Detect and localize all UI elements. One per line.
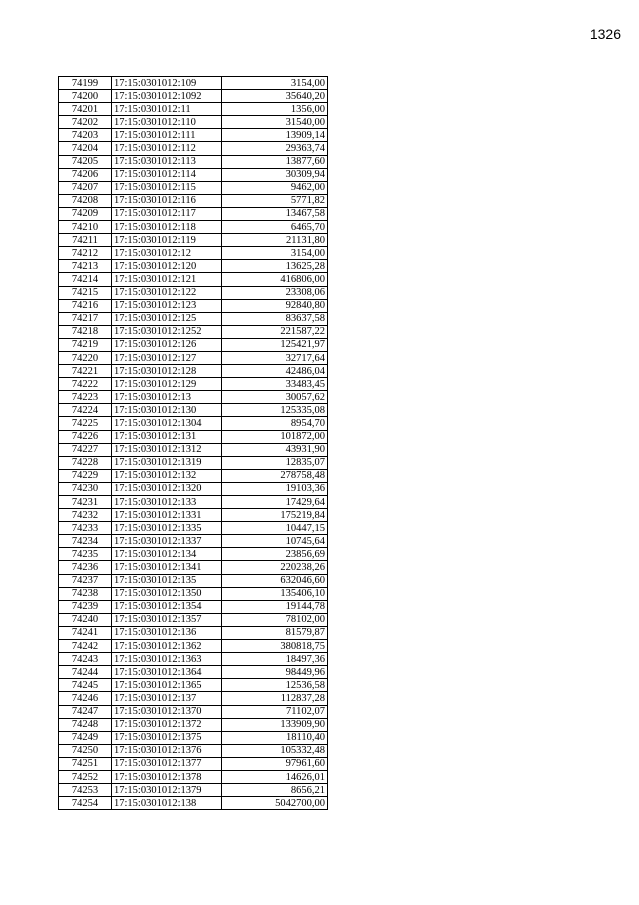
value-cell: 10745,64: [222, 535, 328, 548]
value-cell: 112837,28: [222, 692, 328, 705]
row-number-cell: 74246: [59, 692, 112, 705]
cadastral-number-cell: 17:15:0301012:1319: [112, 456, 222, 469]
table-row: [59, 207, 328, 220]
cadastral-number-cell: 17:15:0301012:121: [112, 273, 222, 286]
table-row: [59, 90, 328, 103]
value-cell: 8656,21: [222, 784, 328, 797]
table-body: [59, 77, 328, 810]
table-row: [59, 482, 328, 495]
cadastral-number-cell: 17:15:0301012:138: [112, 797, 222, 810]
cadastral-number-cell: 17:15:0301012:136: [112, 626, 222, 639]
cadastral-number-cell: 17:15:0301012:116: [112, 194, 222, 207]
value-cell: 35640,20: [222, 90, 328, 103]
value-cell: 31540,00: [222, 116, 328, 129]
table-row: [59, 338, 328, 351]
cadastral-number-cell: 17:15:0301012:129: [112, 378, 222, 391]
row-number-cell: 74217: [59, 312, 112, 325]
table-row: [59, 744, 328, 757]
value-cell: 8954,70: [222, 417, 328, 430]
table-row: [59, 417, 328, 430]
table-row: [59, 548, 328, 561]
table-row: [59, 129, 328, 142]
cadastral-number-cell: 17:15:0301012:1363: [112, 653, 222, 666]
cadastral-number-cell: 17:15:0301012:117: [112, 207, 222, 220]
table-row: [59, 286, 328, 299]
cadastral-number-cell: 17:15:0301012:118: [112, 221, 222, 234]
row-number-cell: 74228: [59, 456, 112, 469]
cadastral-number-cell: 17:15:0301012:1378: [112, 770, 222, 783]
cadastral-number-cell: 17:15:0301012:125: [112, 312, 222, 325]
cadastral-number-cell: 17:15:0301012:109: [112, 77, 222, 90]
table-row: [59, 653, 328, 666]
value-cell: 71102,07: [222, 705, 328, 718]
row-number-cell: 74229: [59, 469, 112, 482]
table-row: [59, 731, 328, 744]
cadastral-number-cell: 17:15:0301012:1331: [112, 509, 222, 522]
value-cell: 42486,04: [222, 365, 328, 378]
cadastral-number-cell: 17:15:0301012:120: [112, 260, 222, 273]
cadastral-number-cell: 17:15:0301012:137: [112, 692, 222, 705]
table-row: [59, 705, 328, 718]
cadastral-number-cell: 17:15:0301012:1092: [112, 90, 222, 103]
cadastral-number-cell: 17:15:0301012:1354: [112, 600, 222, 613]
cadastral-number-cell: 17:15:0301012:1372: [112, 718, 222, 731]
row-number-cell: 74234: [59, 535, 112, 548]
cadastral-number-cell: 17:15:0301012:123: [112, 299, 222, 312]
table-row: [59, 351, 328, 364]
value-cell: 12835,07: [222, 456, 328, 469]
table-row: [59, 77, 328, 90]
cadastral-number-cell: 17:15:0301012:1357: [112, 613, 222, 626]
table-row: [59, 626, 328, 639]
row-number-cell: 74219: [59, 338, 112, 351]
value-cell: 175219,84: [222, 509, 328, 522]
value-cell: 380818,75: [222, 640, 328, 653]
table-row: [59, 509, 328, 522]
table-row: [59, 718, 328, 731]
row-number-cell: 74200: [59, 90, 112, 103]
cadastral-number-cell: 17:15:0301012:1337: [112, 535, 222, 548]
row-number-cell: 74214: [59, 273, 112, 286]
table-row: [59, 522, 328, 535]
value-cell: 5042700,00: [222, 797, 328, 810]
table-row: [59, 797, 328, 810]
row-number-cell: 74201: [59, 103, 112, 116]
row-number-cell: 74199: [59, 77, 112, 90]
table-row: [59, 535, 328, 548]
row-number-cell: 74222: [59, 378, 112, 391]
table-row: [59, 600, 328, 613]
cadastral-number-cell: 17:15:0301012:1376: [112, 744, 222, 757]
table-row: [59, 613, 328, 626]
cadastral-number-cell: 17:15:0301012:130: [112, 404, 222, 417]
table-row: [59, 443, 328, 456]
row-number-cell: 74250: [59, 744, 112, 757]
table-row: [59, 666, 328, 679]
value-cell: 135406,10: [222, 587, 328, 600]
value-cell: 98449,96: [222, 666, 328, 679]
table-row: [59, 784, 328, 797]
cadastral-number-cell: 17:15:0301012:13: [112, 391, 222, 404]
page-number: 1326: [589, 26, 621, 42]
cadastral-number-cell: 17:15:0301012:132: [112, 469, 222, 482]
row-number-cell: 74232: [59, 509, 112, 522]
row-number-cell: 74205: [59, 155, 112, 168]
row-number-cell: 74224: [59, 404, 112, 417]
value-cell: 97961,60: [222, 757, 328, 770]
value-cell: 9462,00: [222, 181, 328, 194]
value-cell: 125421,97: [222, 338, 328, 351]
row-number-cell: 74212: [59, 247, 112, 260]
cadastral-number-cell: 17:15:0301012:110: [112, 116, 222, 129]
table-row: [59, 692, 328, 705]
table-row: [59, 496, 328, 509]
value-cell: 17429,64: [222, 496, 328, 509]
value-cell: 10447,15: [222, 522, 328, 535]
row-number-cell: 74233: [59, 522, 112, 535]
table-row: [59, 116, 328, 129]
row-number-cell: 74221: [59, 365, 112, 378]
table-row: [59, 168, 328, 181]
cadastral-number-cell: 17:15:0301012:122: [112, 286, 222, 299]
table-row: [59, 430, 328, 443]
cadastral-value-table: [58, 76, 328, 810]
table-row: [59, 561, 328, 574]
table-row: [59, 221, 328, 234]
row-number-cell: 74249: [59, 731, 112, 744]
value-cell: 78102,00: [222, 613, 328, 626]
row-number-cell: 74251: [59, 757, 112, 770]
value-cell: 83637,58: [222, 312, 328, 325]
row-number-cell: 74204: [59, 142, 112, 155]
row-number-cell: 74225: [59, 417, 112, 430]
row-number-cell: 74253: [59, 784, 112, 797]
cadastral-number-cell: 17:15:0301012:128: [112, 365, 222, 378]
cadastral-number-cell: 17:15:0301012:1364: [112, 666, 222, 679]
cadastral-number-cell: 17:15:0301012:115: [112, 181, 222, 194]
table-row: [59, 365, 328, 378]
table-row: [59, 640, 328, 653]
table-row: [59, 469, 328, 482]
value-cell: 133909,90: [222, 718, 328, 731]
value-cell: 220238,26: [222, 561, 328, 574]
table-row: [59, 247, 328, 260]
table-row: [59, 574, 328, 587]
row-number-cell: 74206: [59, 168, 112, 181]
cadastral-number-cell: 17:15:0301012:133: [112, 496, 222, 509]
value-cell: 23308,06: [222, 286, 328, 299]
table-row: [59, 234, 328, 247]
row-number-cell: 74247: [59, 705, 112, 718]
row-number-cell: 74231: [59, 496, 112, 509]
row-number-cell: 74209: [59, 207, 112, 220]
row-number-cell: 74242: [59, 640, 112, 653]
cadastral-number-cell: 17:15:0301012:131: [112, 430, 222, 443]
table-row: [59, 142, 328, 155]
value-cell: 14626,01: [222, 770, 328, 783]
value-cell: 13877,60: [222, 155, 328, 168]
value-cell: 23856,69: [222, 548, 328, 561]
cadastral-number-cell: 17:15:0301012:1350: [112, 587, 222, 600]
value-cell: 21131,80: [222, 234, 328, 247]
row-number-cell: 74245: [59, 679, 112, 692]
row-number-cell: 74236: [59, 561, 112, 574]
row-number-cell: 74210: [59, 221, 112, 234]
table-row: [59, 260, 328, 273]
value-cell: 416806,00: [222, 273, 328, 286]
value-cell: 125335,08: [222, 404, 328, 417]
row-number-cell: 74244: [59, 666, 112, 679]
value-cell: 18110,40: [222, 731, 328, 744]
cadastral-number-cell: 17:15:0301012:1365: [112, 679, 222, 692]
row-number-cell: 74208: [59, 194, 112, 207]
row-number-cell: 74213: [59, 260, 112, 273]
cadastral-number-cell: 17:15:0301012:1375: [112, 731, 222, 744]
cadastral-number-cell: 17:15:0301012:119: [112, 234, 222, 247]
cadastral-number-cell: 17:15:0301012:12: [112, 247, 222, 260]
value-cell: 105332,48: [222, 744, 328, 757]
row-number-cell: 74211: [59, 234, 112, 247]
table-row: [59, 757, 328, 770]
table-row: [59, 273, 328, 286]
row-number-cell: 74238: [59, 587, 112, 600]
row-number-cell: 74207: [59, 181, 112, 194]
value-cell: 32717,64: [222, 351, 328, 364]
row-number-cell: 74216: [59, 299, 112, 312]
row-number-cell: 74235: [59, 548, 112, 561]
row-number-cell: 74239: [59, 600, 112, 613]
row-number-cell: 74202: [59, 116, 112, 129]
row-number-cell: 74215: [59, 286, 112, 299]
value-cell: 92840,80: [222, 299, 328, 312]
value-cell: 19144,78: [222, 600, 328, 613]
cadastral-number-cell: 17:15:0301012:126: [112, 338, 222, 351]
cadastral-number-cell: 17:15:0301012:1304: [112, 417, 222, 430]
row-number-cell: 74220: [59, 351, 112, 364]
cadastral-number-cell: 17:15:0301012:112: [112, 142, 222, 155]
value-cell: 278758,48: [222, 469, 328, 482]
table-row: [59, 312, 328, 325]
cadastral-number-cell: 17:15:0301012:11: [112, 103, 222, 116]
value-cell: 12536,58: [222, 679, 328, 692]
value-cell: 19103,36: [222, 482, 328, 495]
table-row: [59, 155, 328, 168]
value-cell: 3154,00: [222, 247, 328, 260]
value-cell: 3154,00: [222, 77, 328, 90]
cadastral-number-cell: 17:15:0301012:111: [112, 129, 222, 142]
row-number-cell: 74252: [59, 770, 112, 783]
cadastral-number-cell: 17:15:0301012:1252: [112, 325, 222, 338]
table-row: [59, 404, 328, 417]
cadastral-number-cell: 17:15:0301012:1379: [112, 784, 222, 797]
cadastral-number-cell: 17:15:0301012:127: [112, 351, 222, 364]
row-number-cell: 74226: [59, 430, 112, 443]
value-cell: 13467,58: [222, 207, 328, 220]
row-number-cell: 74218: [59, 325, 112, 338]
cadastral-number-cell: 17:15:0301012:1370: [112, 705, 222, 718]
value-cell: 29363,74: [222, 142, 328, 155]
value-cell: 221587,22: [222, 325, 328, 338]
cadastral-number-cell: 17:15:0301012:1341: [112, 561, 222, 574]
table-row: [59, 194, 328, 207]
value-cell: 6465,70: [222, 221, 328, 234]
cadastral-number-cell: 17:15:0301012:113: [112, 155, 222, 168]
table-row: [59, 391, 328, 404]
value-cell: 81579,87: [222, 626, 328, 639]
value-cell: 18497,36: [222, 653, 328, 666]
table-row: [59, 181, 328, 194]
value-cell: 5771,82: [222, 194, 328, 207]
cadastral-number-cell: 17:15:0301012:1335: [112, 522, 222, 535]
row-number-cell: 74254: [59, 797, 112, 810]
table-row: [59, 770, 328, 783]
row-number-cell: 74243: [59, 653, 112, 666]
value-cell: 1356,00: [222, 103, 328, 116]
value-cell: 33483,45: [222, 378, 328, 391]
value-cell: 632046,60: [222, 574, 328, 587]
value-cell: 13909,14: [222, 129, 328, 142]
value-cell: 101872,00: [222, 430, 328, 443]
row-number-cell: 74241: [59, 626, 112, 639]
row-number-cell: 74230: [59, 482, 112, 495]
table-row: [59, 325, 328, 338]
cadastral-number-cell: 17:15:0301012:1377: [112, 757, 222, 770]
table-row: [59, 456, 328, 469]
row-number-cell: 74237: [59, 574, 112, 587]
value-cell: 13625,28: [222, 260, 328, 273]
cadastral-number-cell: 17:15:0301012:134: [112, 548, 222, 561]
value-cell: 30309,94: [222, 168, 328, 181]
row-number-cell: 74223: [59, 391, 112, 404]
cadastral-number-cell: 17:15:0301012:1320: [112, 482, 222, 495]
table-row: [59, 679, 328, 692]
value-cell: 30057,62: [222, 391, 328, 404]
table-row: [59, 587, 328, 600]
cadastral-number-cell: 17:15:0301012:1362: [112, 640, 222, 653]
table-row: [59, 103, 328, 116]
cadastral-number-cell: 17:15:0301012:135: [112, 574, 222, 587]
table-row: [59, 378, 328, 391]
row-number-cell: 74227: [59, 443, 112, 456]
table-row: [59, 299, 328, 312]
row-number-cell: 74240: [59, 613, 112, 626]
row-number-cell: 74203: [59, 129, 112, 142]
row-number-cell: 74248: [59, 718, 112, 731]
cadastral-number-cell: 17:15:0301012:114: [112, 168, 222, 181]
cadastral-number-cell: 17:15:0301012:1312: [112, 443, 222, 456]
value-cell: 43931,90: [222, 443, 328, 456]
